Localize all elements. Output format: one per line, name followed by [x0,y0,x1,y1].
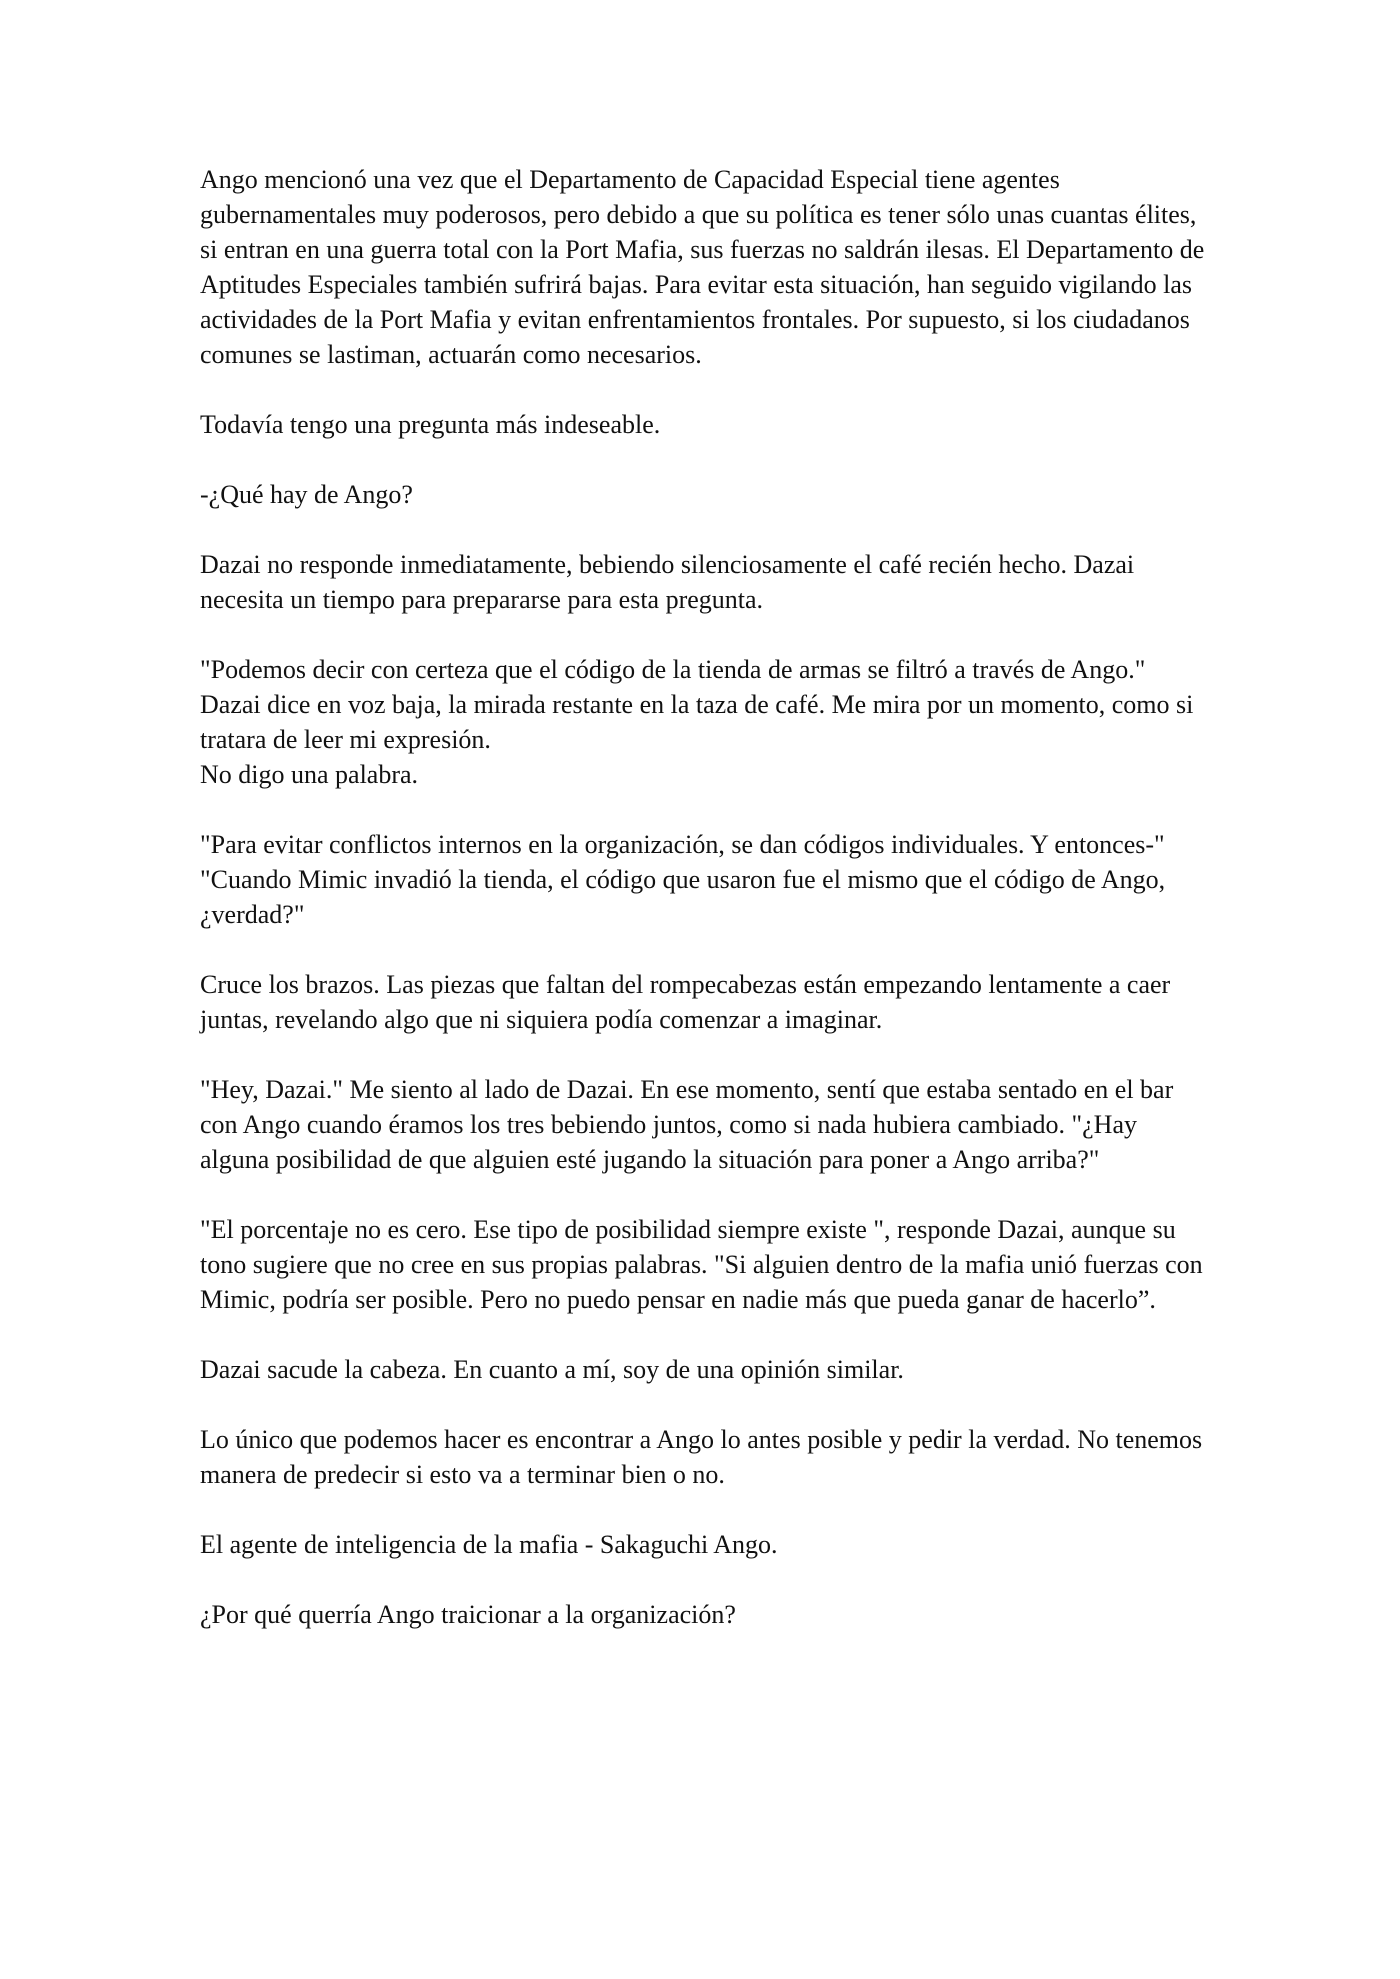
paragraph: -¿Qué hay de Ango? [200,480,413,509]
paragraph: ¿Por qué querría Ango traicionar a la organización? [200,1600,736,1629]
paragraph: Lo único que podemos hacer es encontrar a Ango lo antes posible y pedir la verdad. No tenemos manera de predecir si esto va a terminar bien o no. [200,1425,1203,1489]
paragraph: "Podemos decir con certeza que el código de la tienda de armas se filtró a través de Ango." Dazai dice en voz baja, la mirada restante en la taza de café. Me mira por un momento, como si tratara de leer mi expresión. No digo una palabra. [200,655,1194,789]
paragraph: Dazai no responde inmediatamente, bebiendo silenciosamente el café recién hecho. Dazai necesita un tiempo para prepararse para esta pregunta. [200,550,1135,614]
paragraph: "Hey, Dazai." Me siento al lado de Dazai. En ese momento, sentí que estaba sentado en el bar con Ango cuando éramos los tres bebiendo juntos, como si nada hubiera cambiado. "¿Hay alguna posibilidad de que alguien esté jugando la situación para poner a Ango arriba?" [200,1075,1174,1174]
paragraph: El agente de inteligencia de la mafia - Sakaguchi Ango. [200,1530,778,1559]
paragraph: Cruce los brazos. Las piezas que faltan del rompecabezas están empezando lentamente a caer juntas, revelando algo que ni siquiera podía comenzar a imaginar. [200,970,1171,1034]
paragraph: Ango mencionó una vez que el Departamento de Capacidad Especial tiene agentes gubernamentales muy poderosos, pero debido a que su política es tener sólo unas cuantas élites, si entran en una guerra total con la Port Mafia, sus fuerzas no saldrán ilesas. El Departamento de Aptitudes Especiales también sufrirá bajas. Para evitar esta situación, han seguido vigilando las actividades de la Port Mafia y evitan enfrentamientos frontales. Por supuesto, si los ciudadanos comunes se lastiman, actuarán como necesarios. [200,165,1205,369]
paragraph: "El porcentaje no es cero. Ese tipo de posibilidad siempre existe ", responde Dazai, aunque su tono sugiere que no cree en sus propias palabras. "Si alguien dentro de la mafia unió fuerzas con Mimic, podría ser posible. Pero no puedo pensar en nadie más que pueda ganar de hacerlo”. [200,1215,1203,1314]
document-body [200,162,1210,1667]
paragraph: Dazai sacude la cabeza. En cuanto a mí, soy de una opinión similar. [200,1355,904,1384]
paragraph: Todavía tengo una pregunta más indeseable. [200,410,661,439]
paragraph: "Para evitar conflictos internos en la organización, se dan códigos individuales. Y entonces-" "Cuando Mimic invadió la tienda, el código que usaron fue el mismo que el código de Ango, ¿verdad?" [200,830,1166,929]
